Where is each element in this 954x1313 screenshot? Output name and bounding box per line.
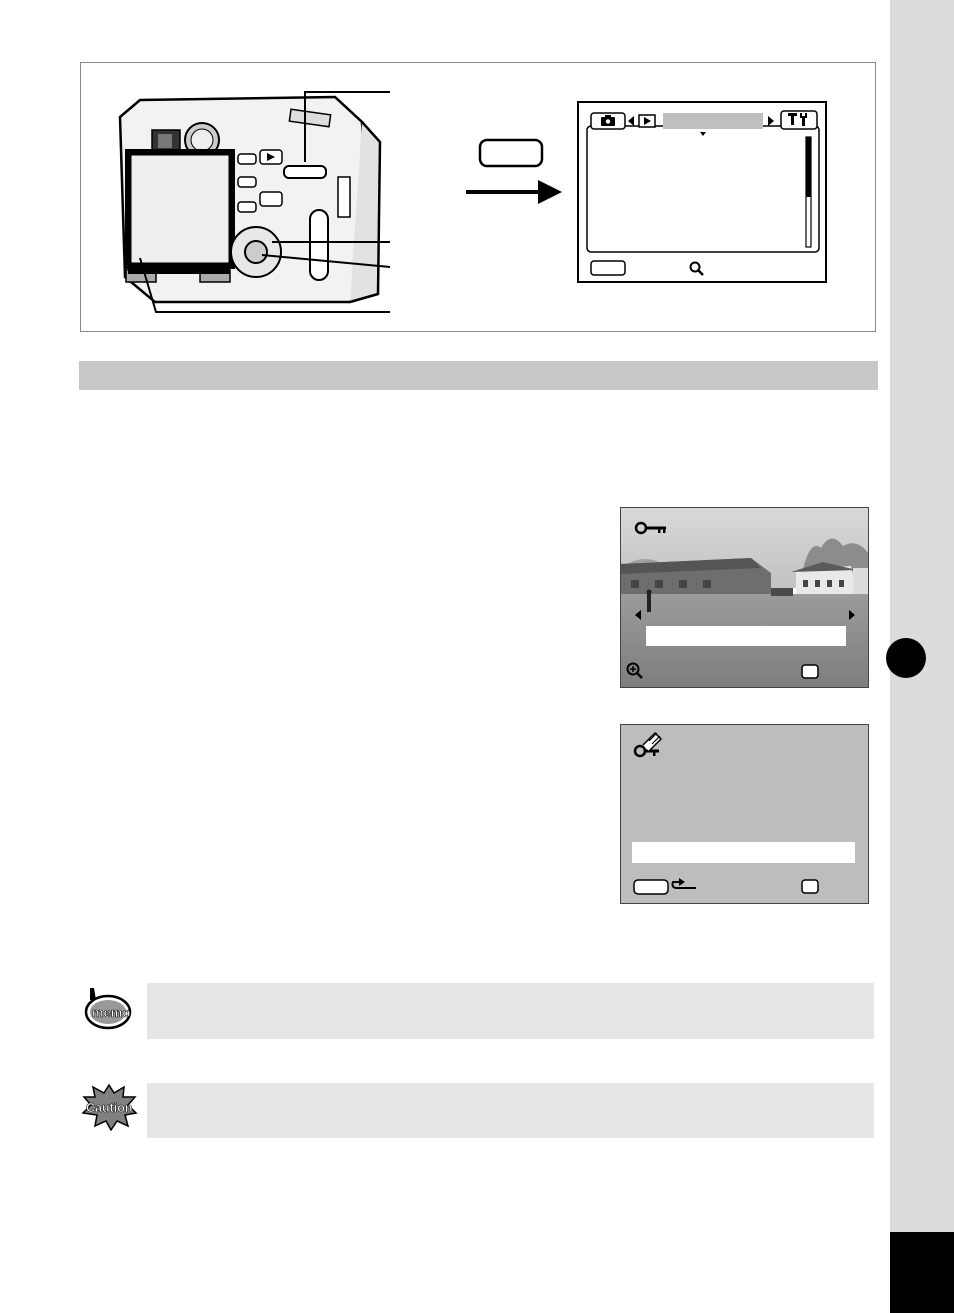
- page-number-block: [890, 1232, 954, 1313]
- ok-button-guide: [802, 880, 818, 893]
- caution-note-box: [147, 1083, 874, 1138]
- back-arrow-icon: [673, 878, 697, 888]
- protect-photo-screen: [620, 507, 869, 688]
- selected-option-bar[interactable]: [646, 626, 846, 646]
- ok-button-guide: [802, 665, 818, 678]
- protect-key-icon: [635, 733, 661, 756]
- menu-button-guide: [634, 880, 668, 894]
- playback-menu-screen: [577, 101, 828, 284]
- menu-button-guide: [591, 261, 625, 275]
- caution-icon: [80, 1083, 138, 1131]
- memo-icon: [80, 986, 136, 1032]
- tab-highlight: [663, 113, 763, 129]
- svg-text:memo: memo: [92, 1005, 131, 1020]
- section-header-bar: [79, 361, 878, 390]
- selected-option-bar[interactable]: [632, 842, 855, 863]
- setup-tab[interactable]: [781, 111, 817, 129]
- protect-all-screen-graphic: [621, 725, 868, 903]
- protect-all-screen: [620, 724, 869, 904]
- svg-text:Caution: Caution: [86, 1101, 133, 1115]
- memo-note-box: [147, 983, 874, 1039]
- chapter-marker: [886, 638, 926, 678]
- sample-photo: [621, 508, 868, 687]
